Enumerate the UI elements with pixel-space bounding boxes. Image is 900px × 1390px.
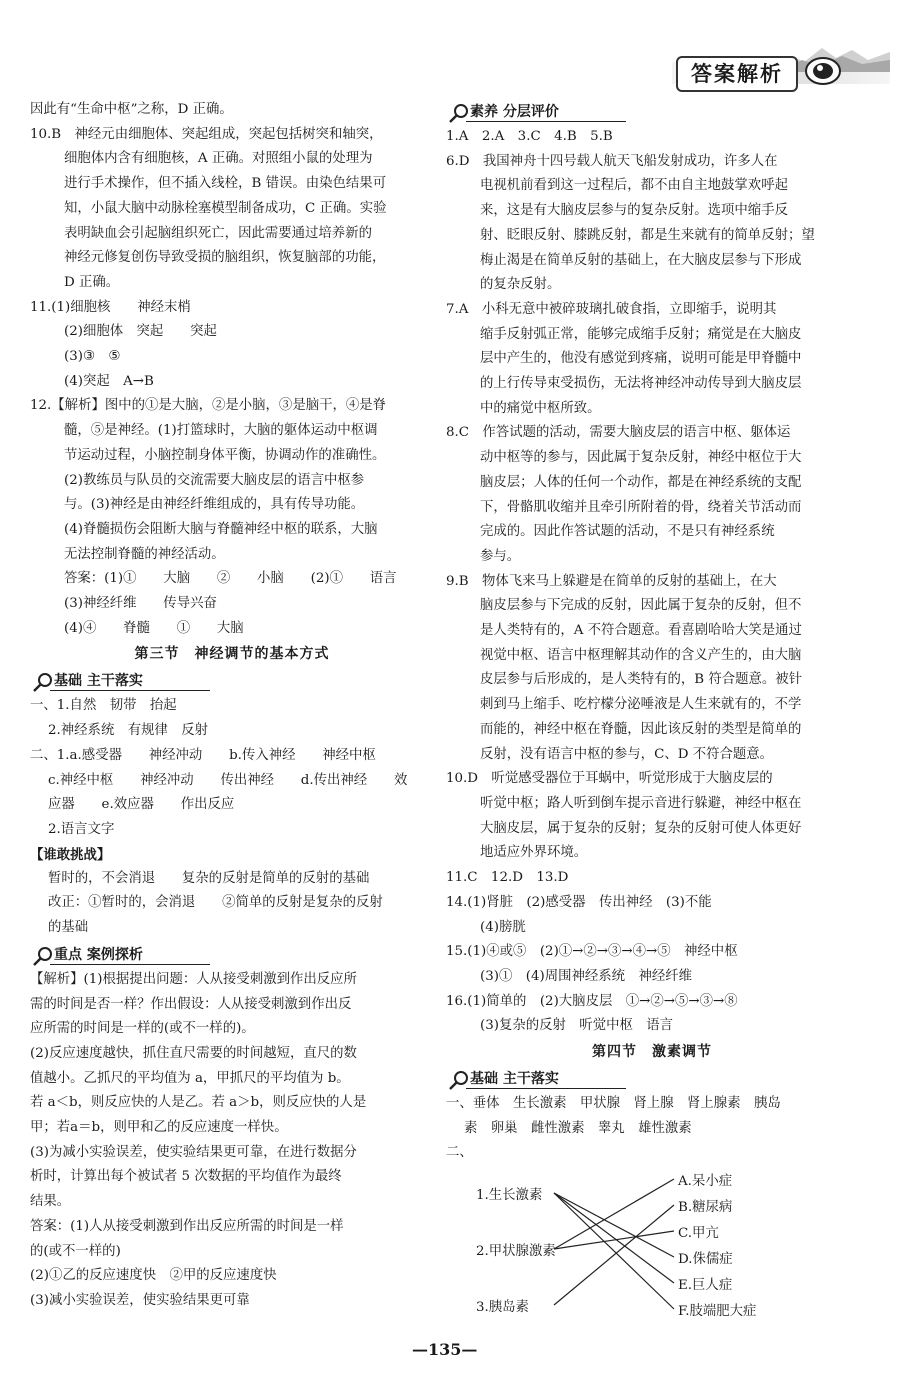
match-line — [554, 1193, 674, 1309]
answer-line: 动中枢等的参与，因此属于复杂反射，神经中枢位于大 — [480, 450, 802, 466]
answer-line: 是人类特有的，A 不符合题意。看喜剧哈哈大笑是通过 — [480, 623, 802, 639]
section-label-text: 重点 案例探析 — [54, 946, 143, 963]
answer-line: (2)反应速度越快，抓住直尺需要的时间越短，直尺的数 — [30, 1045, 357, 1061]
hormone-matching-diagram — [446, 1166, 858, 1346]
answer-line: 参与。 — [480, 548, 521, 564]
magnifier-icon — [32, 946, 54, 966]
answer-line: (2)教练员与队员的交流需要大脑皮层的语言中枢参 — [64, 472, 365, 488]
answer-line: 甲；若a＝b，则甲和乙的反应速度一样快。 — [30, 1120, 288, 1136]
answer-line: (3)③ ⑤ — [64, 349, 121, 365]
answer-line: 应器 e.效应器 作出反应 — [48, 797, 235, 813]
section-label-underline — [466, 121, 626, 122]
answer-line: 一、垂体 生长激素 甲状腺 肾上腺 肾上腺素 胰岛 — [446, 1096, 781, 1112]
answer-line: 完成的。因此作答试题的活动，不是只有神经系统 — [480, 524, 775, 540]
answer-line: 刺到马上缩手、吃柠檬分泌唾液是人生来就有的，不学 — [480, 697, 802, 713]
section-label — [30, 941, 434, 968]
answer-line: (4)突起 A→B — [64, 373, 154, 389]
match-right-item: E.巨人症 — [678, 1278, 733, 1294]
match-right-item: A.呆小症 — [678, 1174, 733, 1190]
match-line — [554, 1205, 674, 1305]
answer-line: 的上行传导束受损伤，无法将神经冲动传导到大脑皮层 — [480, 376, 802, 392]
answer-line: 进行手术操作，但不插入线栓，B 错误。由染色结果可 — [64, 176, 387, 192]
header-title: 答案解析 — [676, 56, 798, 92]
answer-line: 与。(3)神经是由神经纤维组成的，具有传导功能。 — [64, 497, 365, 513]
answer-line: 下，骨骼肌收缩并且牵引所附着的骨，绕着关节活动而 — [480, 499, 802, 515]
answer-line: 无法控制脊髓的神经活动。 — [64, 546, 225, 562]
answer-line: 1.A 2.A 3.C 4.B 5.B — [446, 129, 613, 144]
answer-line: 皮层参与后形成的，是人类特有的，B 符合题意。被针 — [480, 672, 803, 688]
answer-line: c.神经中枢 神经冲动 传出神经 d.传出神经 效 — [48, 772, 408, 788]
answer-line: 析时，计算出每个被试者 5 次数据的平均值作为最终 — [30, 1169, 342, 1185]
section-heading: 第四节 激素调节 — [592, 1044, 712, 1061]
magnifier-icon — [448, 103, 470, 123]
answer-line: 来，这是有大脑皮层参与的复杂反射。选项中缩手反 — [480, 203, 788, 219]
answer-line: 地适应外界环境。 — [480, 845, 588, 861]
answer-line: 14.(1)肾脏 (2)感受器 传出神经 (3)不能 — [446, 894, 712, 910]
answer-line: 答案：(1)人从接受刺激到作出反应所需的时间是一样 — [30, 1218, 344, 1234]
answer-line: 8.C 作答试题的活动，需要大脑皮层的语言中枢、躯体运 — [446, 425, 791, 441]
section-label-text: 素养 分层评价 — [470, 104, 559, 120]
answer-line: 髓，⑤是神经。(1)打篮球时，大脑的躯体运动中枢调 — [64, 423, 378, 439]
answer-line: 暂时的，不会消退 复杂的反射是简单的反射的基础 — [48, 870, 370, 886]
answer-line: (3)① (4)周围神经系统 神经纤维 — [480, 968, 693, 984]
answer-line: 素 卵巢 雌性激素 睾丸 雄性激素 — [464, 1120, 692, 1136]
answer-line: 结果。 — [30, 1194, 71, 1210]
answer-line: (3)减小实验误差，使实验结果更可靠 — [30, 1292, 250, 1308]
match-right-item: F.肢端肥大症 — [678, 1304, 757, 1320]
answer-line: 大脑皮层，属于复杂的反射；复杂的反射可使人体更好 — [480, 820, 802, 836]
answer-line: 表明缺血会引起脑组织死亡，因此需要通过培养新的 — [64, 225, 372, 241]
answer-line: 改正：①暂时的，会消退 ②简单的反射是复杂的反射 — [48, 895, 383, 911]
answer-line: 中的痛觉中枢所致。 — [480, 400, 601, 416]
answer-key-header — [672, 40, 890, 90]
match-left-item: 1.生长激素 — [476, 1188, 543, 1204]
answer-line: 的(或不一样的) — [30, 1243, 121, 1259]
answer-line: 应所需的时间是一样的(或不一样的)。 — [30, 1021, 255, 1037]
answer-line: 9.B 物体飞来马上躲避是在简单的反射的基础上，在大 — [446, 573, 777, 589]
section-label — [30, 667, 434, 694]
answer-line: 12.【解析】图中的①是大脑，②是小脑，③是脑干，④是脊 — [30, 398, 387, 414]
answer-line: 值越小。乙抓尺的平均值为 a，甲抓尺的平均值为 b。 — [30, 1070, 350, 1086]
right-column — [446, 98, 858, 1346]
answer-line: 脑皮层；人体的任何一个动作，都是在神经系统的支配 — [480, 474, 802, 490]
answer-line: 10.B 神经元由细胞体、突起组成，突起包括树突和轴突， — [30, 126, 383, 142]
answer-line: 而能的，神经中枢在脊髓，因此该反射的类型是简单的 — [480, 721, 802, 737]
answer-line: 射、眨眼反射、膝跳反射，都是生来就有的简单反射；望 — [480, 227, 815, 243]
answer-line: 【解析】(1)根据提出问题：人从接受刺激到作出反应所 — [30, 971, 357, 987]
answer-line: (3)神经纤维 传导兴奋 — [64, 596, 217, 612]
section-label — [446, 1065, 858, 1092]
answer-line: 脑皮层参与下完成的反射，因此属于复杂的反射，但不 — [480, 598, 802, 614]
answer-line: 反射，没有语言中枢的参与，C、D 不符合题意。 — [480, 746, 774, 762]
section-label-underline — [50, 964, 210, 965]
answer-line: 缩手反射弧正常，能够完成缩手反射；痛觉是在大脑皮 — [480, 326, 802, 342]
section-label-text: 基础 主干落实 — [470, 1071, 559, 1088]
answer-line: 层中产生的，他没有感觉到疼痛，说明可能是甲脊髓中 — [480, 351, 802, 367]
answer-line: 细胞体内含有细胞核，A 正确。对照组小鼠的处理为 — [64, 151, 373, 167]
answer-line: (3)复杂的反射 听觉中枢 语言 — [480, 1018, 674, 1034]
answer-line: 11.C 12.D 13.D — [446, 870, 569, 886]
answer-line: 7.A 小科无意中被碎玻璃扎破食指，立即缩手，说明其 — [446, 301, 777, 317]
answer-line: (3)为减小实验误差，使实验结果更可靠，在进行数据分 — [30, 1144, 357, 1160]
answer-line: (4)④ 脊髓 ① 大脑 — [64, 620, 244, 636]
answer-line: 【谁敢挑战】 — [30, 846, 111, 863]
match-line — [554, 1193, 674, 1257]
match-right-item: C.甲亢 — [678, 1226, 719, 1242]
answer-line: (2)细胞体 突起 突起 — [64, 324, 217, 340]
answer-line: (4)脊髓损伤会阻断大脑与脊髓神经中枢的联系，大脑 — [64, 521, 378, 537]
answer-line: 知，小鼠大脑中动脉栓塞模型制备成功，C 正确。实验 — [64, 200, 387, 216]
answer-line: 一、1.自然 韧带 抬起 — [30, 698, 177, 714]
eye-emblem-icon — [804, 52, 842, 88]
answer-line: 6.D 我国神舟十四号载人航天飞船发射成功，许多人在 — [446, 153, 778, 169]
section-label-underline — [466, 1088, 626, 1089]
answer-line: 节运动过程，小脑控制身体平衡，协调动作的准确性。 — [64, 447, 386, 463]
answer-line: 16.(1)简单的 (2)大脑皮层 ①→②→⑤→③→⑧ — [446, 993, 738, 1009]
magnifier-icon — [32, 672, 54, 692]
answer-line: 听觉中枢；路人听到倒车提示音进行躲避，神经中枢在 — [480, 795, 802, 811]
magnifier-icon — [448, 1070, 470, 1090]
match-right-item: D.侏儒症 — [678, 1252, 733, 1268]
answer-line: 10.D 听觉感受器位于耳蜗中，听觉形成于大脑皮层的 — [446, 771, 773, 787]
answer-line: 需的时间是否一样？作出假设：人从接受刺激到作出反 — [30, 996, 352, 1012]
answer-line: 15.(1)④或⑤ (2)①→②→③→④→⑤ 神经中枢 — [446, 944, 738, 960]
left-column — [30, 98, 434, 1314]
answer-line: (2)①乙的反应速度快 ②甲的反应速度快 — [30, 1268, 277, 1284]
answer-line: 答案：(1)① 大脑 ② 小脑 (2)① 语言 — [64, 571, 397, 587]
answer-line: 11.(1)细胞核 神经末梢 — [30, 299, 191, 315]
answer-line: (4)膀胱 — [480, 919, 526, 935]
answer-line: 二、1.a.感受器 神经冲动 b.传入神经 神经中枢 — [30, 747, 376, 763]
page-number: —135— — [412, 1340, 478, 1359]
answer-line: D 正确。 — [64, 274, 120, 290]
section-heading: 第三节 神经调节的基本方式 — [134, 646, 330, 663]
answer-line: 2.语言文字 — [48, 821, 115, 837]
section-label-underline — [50, 690, 210, 691]
match-left-item: 3.胰岛素 — [476, 1300, 529, 1316]
match-left-item: 2.甲状腺激素 — [476, 1244, 556, 1260]
section-label-text: 基础 主干落实 — [54, 673, 143, 690]
answer-line: 因此有“生命中枢”之称，D 正确。 — [30, 102, 233, 117]
answer-line: 神经元修复创伤导致受损的脑组织，恢复脑部的功能， — [64, 250, 386, 266]
answer-line: 视觉中枢、语言中枢理解其动作的含义产生的，由大脑 — [480, 647, 802, 663]
match-right-item: B.糖尿病 — [678, 1200, 733, 1216]
answer-line: 的复杂反射。 — [480, 277, 561, 293]
answer-line: 若 a＜b，则反应快的人是乙。若 a＞b，则反应快的人是 — [30, 1095, 367, 1111]
answer-line: 的基础 — [48, 920, 89, 936]
answer-line: 2.神经系统 有规律 反射 — [48, 723, 209, 739]
match-line — [554, 1231, 674, 1249]
answer-line: 二、 — [446, 1145, 473, 1161]
answer-line: 电视机前看到这一过程后，都不由自主地鼓掌欢呼起 — [480, 178, 788, 194]
answer-line: 梅止渴是在简单反射的基础上，在大脑皮层参与下形成 — [480, 252, 802, 268]
section-label — [446, 98, 858, 125]
